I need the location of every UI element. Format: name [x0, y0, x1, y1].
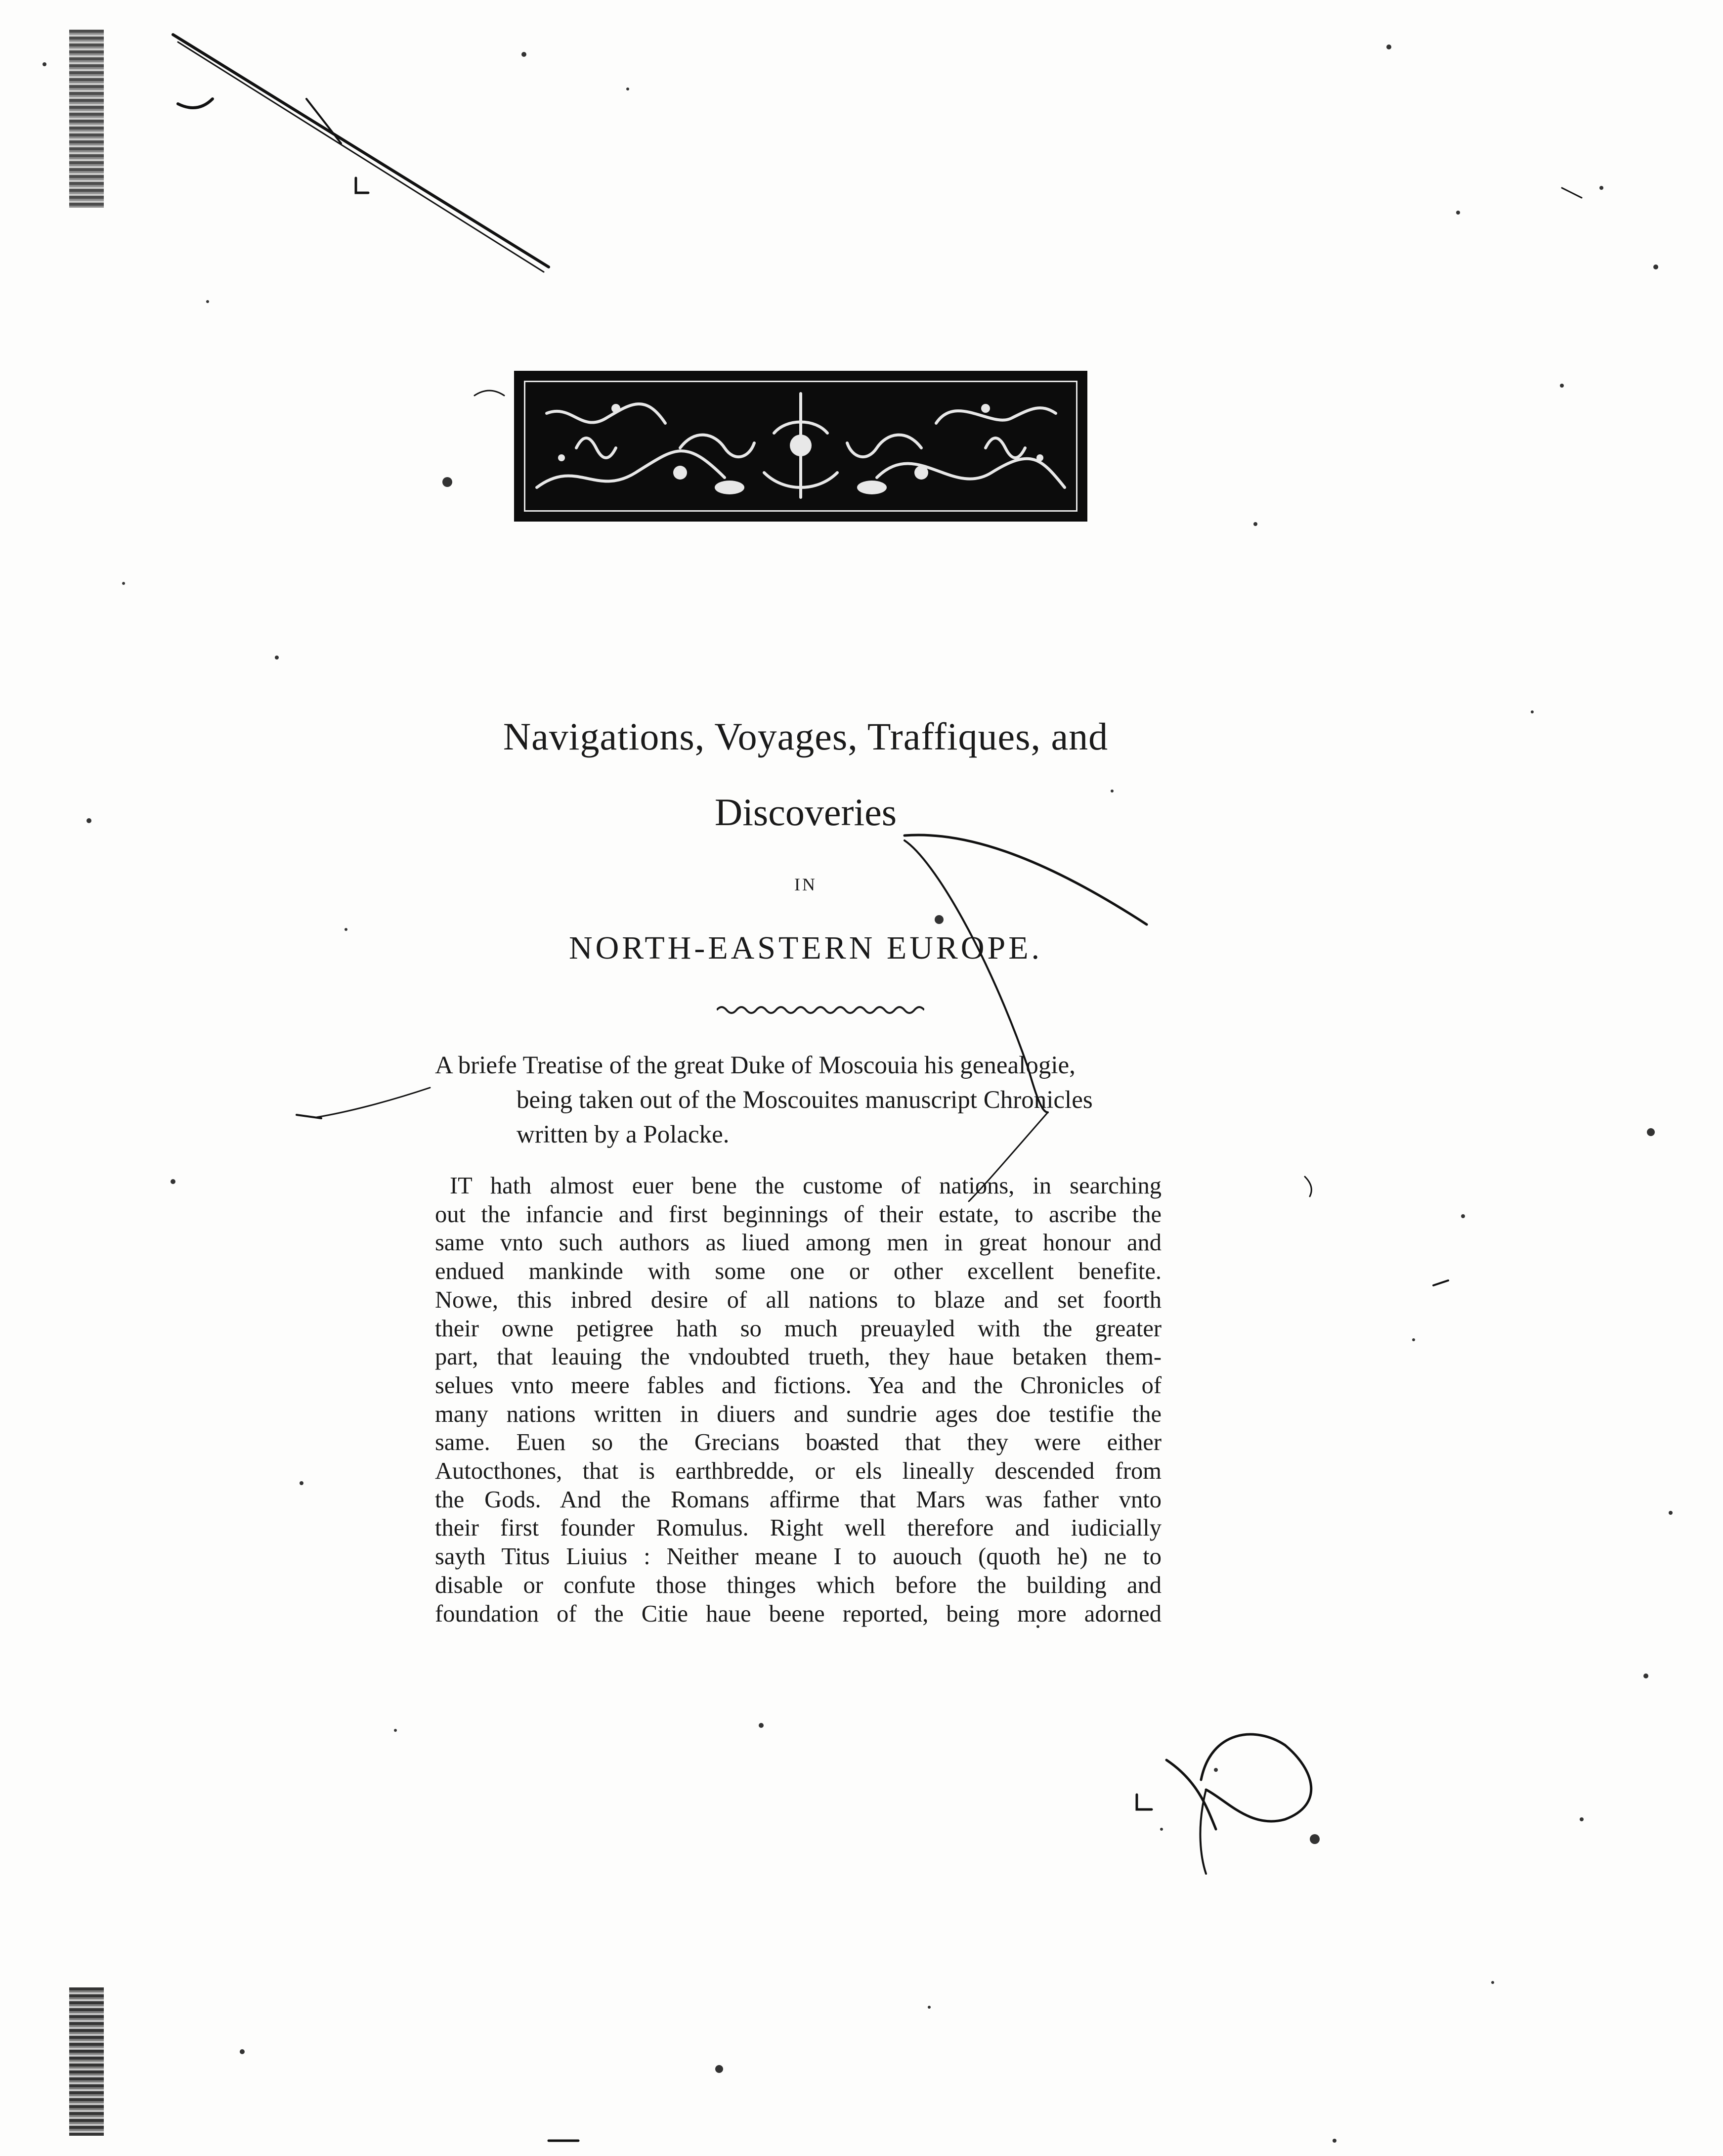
body-line: endued mankinde with some one or other excellent benefite. [435, 1258, 1162, 1285]
foliate-headpiece-ornament-icon [517, 374, 1084, 519]
body-line: same vnto such authors as liued among men in great honour and [435, 1230, 1162, 1256]
heading-line: A briefe Treatise of the great Duke of Moscouia his genealogie, [435, 1052, 1076, 1079]
body-line: same. Euen so the Grecians boasted that they were either [435, 1429, 1162, 1456]
scan-edge-shadow-bottom [69, 1987, 104, 2136]
headpiece-ornament [514, 371, 1087, 522]
body-line: Autocthones, that is earthbredde, or els lineally descended from [435, 1458, 1162, 1485]
heading-line: being taken out of the Moscouites manuscript Chronicles [517, 1086, 1093, 1114]
body-paragraph [435, 1172, 1162, 1628]
body-line: selues vnto meere fables and fictions. Yea and the Chronicles of [435, 1372, 1162, 1399]
title-in: IN [794, 875, 817, 894]
body-line: IT hath almost euer bene the custome of nations, in searching [450, 1173, 1162, 1199]
body-line: foundation of the Citie haue beene reported, being more adorned [435, 1600, 1162, 1627]
title-line-2: Discoveries [714, 791, 897, 834]
scan-edge-shadow-top [69, 30, 104, 208]
body-line: many nations written in diuers and sundrie ages doe testifie the [435, 1401, 1162, 1427]
body-line: Nowe, this inbred desire of all nations to blaze and set foorth [435, 1286, 1162, 1313]
body-line: part, that leauing the vndoubted trueth, they haue betaken them- [435, 1344, 1162, 1370]
heading-line: written by a Polacke. [517, 1121, 730, 1148]
body-line: their first founder Romulus. Right well therefore and iudicially [435, 1515, 1162, 1541]
body-line: sayth Titus Liuius : Neither meane I to auouch (quoth he) ne to [435, 1543, 1162, 1570]
title-region: NORTH-EASTERN EUROPE. [568, 930, 1043, 966]
body-line: their owne petigree hath so much preuayled with the greater [435, 1315, 1162, 1342]
body-line: disable or confute those thinges which before the building and [435, 1572, 1162, 1598]
title-line-1: Navigations, Voyages, Traffiques, and [503, 715, 1109, 758]
treatise-heading [435, 1048, 1157, 1152]
wavy-rule-divider [717, 1004, 924, 1016]
body-line: the Gods. And the Romans affirme that Mars was father vnto [435, 1486, 1162, 1513]
body-line: out the infancie and first beginnings of their estate, to ascribe the [435, 1201, 1162, 1228]
